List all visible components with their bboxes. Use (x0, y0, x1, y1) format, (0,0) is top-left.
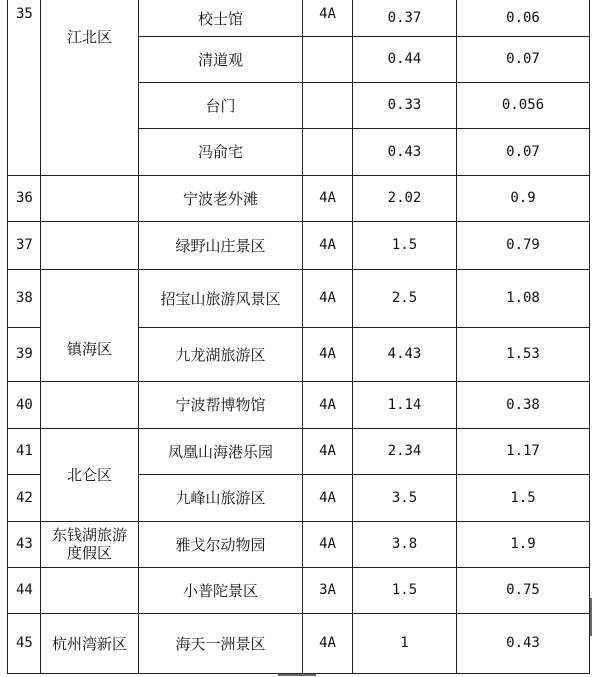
value-b-cell: 1.9 (510, 536, 536, 553)
district-cell-wrap: 东钱湖旅游度假区 (51, 526, 127, 562)
value-b-cell: 1.17 (506, 443, 540, 460)
site-name-cell: 宁波帮博物馆 (175, 396, 266, 414)
row-number: 36 (16, 190, 33, 207)
value-b-cell: 0.056 (501, 97, 545, 114)
value-a-cell: 1.14 (387, 396, 422, 413)
scan-artifact (278, 674, 316, 676)
row-number: 35 (16, 6, 33, 22)
value-a-cell: 0.43 (387, 143, 422, 160)
value-b-cell: 0.06 (506, 10, 540, 27)
value-b-cell: 0.38 (506, 396, 540, 413)
row-number: 39 (16, 346, 33, 363)
grade-cell: 4A (319, 6, 336, 22)
row-number: 40 (16, 396, 33, 413)
site-name-cell: 台门 (205, 96, 236, 115)
site-name-cell: 九龙湖旅游区 (175, 345, 266, 364)
site-name-cell: 凤凰山海港乐园 (167, 442, 273, 461)
value-b-cell: 1.08 (506, 290, 540, 307)
value-a-cell: 1 (400, 635, 409, 652)
grade-cell: 4A (319, 190, 336, 207)
row-number: 42 (16, 489, 33, 506)
grade-cell: 4A (319, 346, 336, 363)
grade-cell: 4A (319, 396, 336, 413)
value-a-cell: 4.43 (387, 346, 422, 363)
district-cell: 北仑区 (66, 466, 112, 484)
value-b-cell: 0.07 (506, 143, 540, 160)
grade-cell: 4A (319, 536, 336, 553)
site-name-cell: 清道观 (197, 50, 243, 69)
row-number: 43 (16, 536, 33, 553)
site-name-cell: 海天一洲景区 (175, 634, 266, 653)
row-number: 44 (16, 582, 33, 599)
site-name-cell: 招宝山旅游风景区 (160, 289, 281, 308)
grade-cell: 4A (319, 489, 336, 506)
site-name-cell: 小普陀景区 (182, 581, 258, 600)
site-name-cell: 冯俞宅 (197, 143, 243, 161)
grade-cell: 4A (319, 237, 336, 254)
row-number: 41 (16, 443, 33, 460)
value-a-cell: 2.34 (387, 443, 422, 460)
row-number: 38 (16, 290, 33, 307)
site-name-cell: 绿野山庄景区 (175, 236, 266, 255)
site-name-cell: 雅戈尔动物园 (175, 535, 266, 554)
grade-cell: 4A (319, 290, 336, 307)
value-a-cell: 2.5 (391, 290, 418, 307)
value-b-cell: 0.75 (506, 582, 540, 599)
value-b-cell: 1.5 (510, 489, 536, 506)
value-a-cell: 1.5 (391, 582, 418, 599)
row-number: 45 (16, 635, 33, 652)
district-cell: 杭州湾新区 (51, 634, 127, 653)
value-b-cell: 0.43 (506, 635, 540, 652)
value-a-cell: 2.02 (387, 190, 422, 207)
value-a-cell: 1.5 (391, 237, 418, 254)
table-right-border (589, 0, 590, 674)
value-a-cell: 3.5 (391, 489, 418, 506)
value-b-cell: 0.07 (506, 51, 540, 68)
site-name-cell: 宁波老外滩 (182, 189, 258, 208)
value-a-cell: 0.33 (387, 97, 422, 114)
value-b-cell: 0.9 (510, 190, 536, 207)
row-number: 37 (16, 237, 33, 254)
grade-cell: 3A (319, 582, 336, 599)
value-b-cell: 0.79 (506, 237, 540, 254)
scan-artifact (590, 598, 592, 636)
district-cell: 江北区 (66, 28, 112, 46)
value-a-cell: 3.8 (391, 536, 418, 553)
value-a-cell: 0.37 (387, 10, 422, 27)
value-b-cell: 1.53 (506, 346, 540, 363)
district-cell (41, 568, 138, 613)
value-a-cell: 0.44 (387, 51, 422, 68)
site-name-cell: 九峰山旅游区 (175, 489, 266, 507)
district-cell: 镇海区 (66, 340, 112, 358)
site-name-cell: 校士馆 (197, 9, 243, 28)
grade-cell: 4A (319, 635, 336, 652)
grade-cell: 4A (319, 443, 336, 460)
